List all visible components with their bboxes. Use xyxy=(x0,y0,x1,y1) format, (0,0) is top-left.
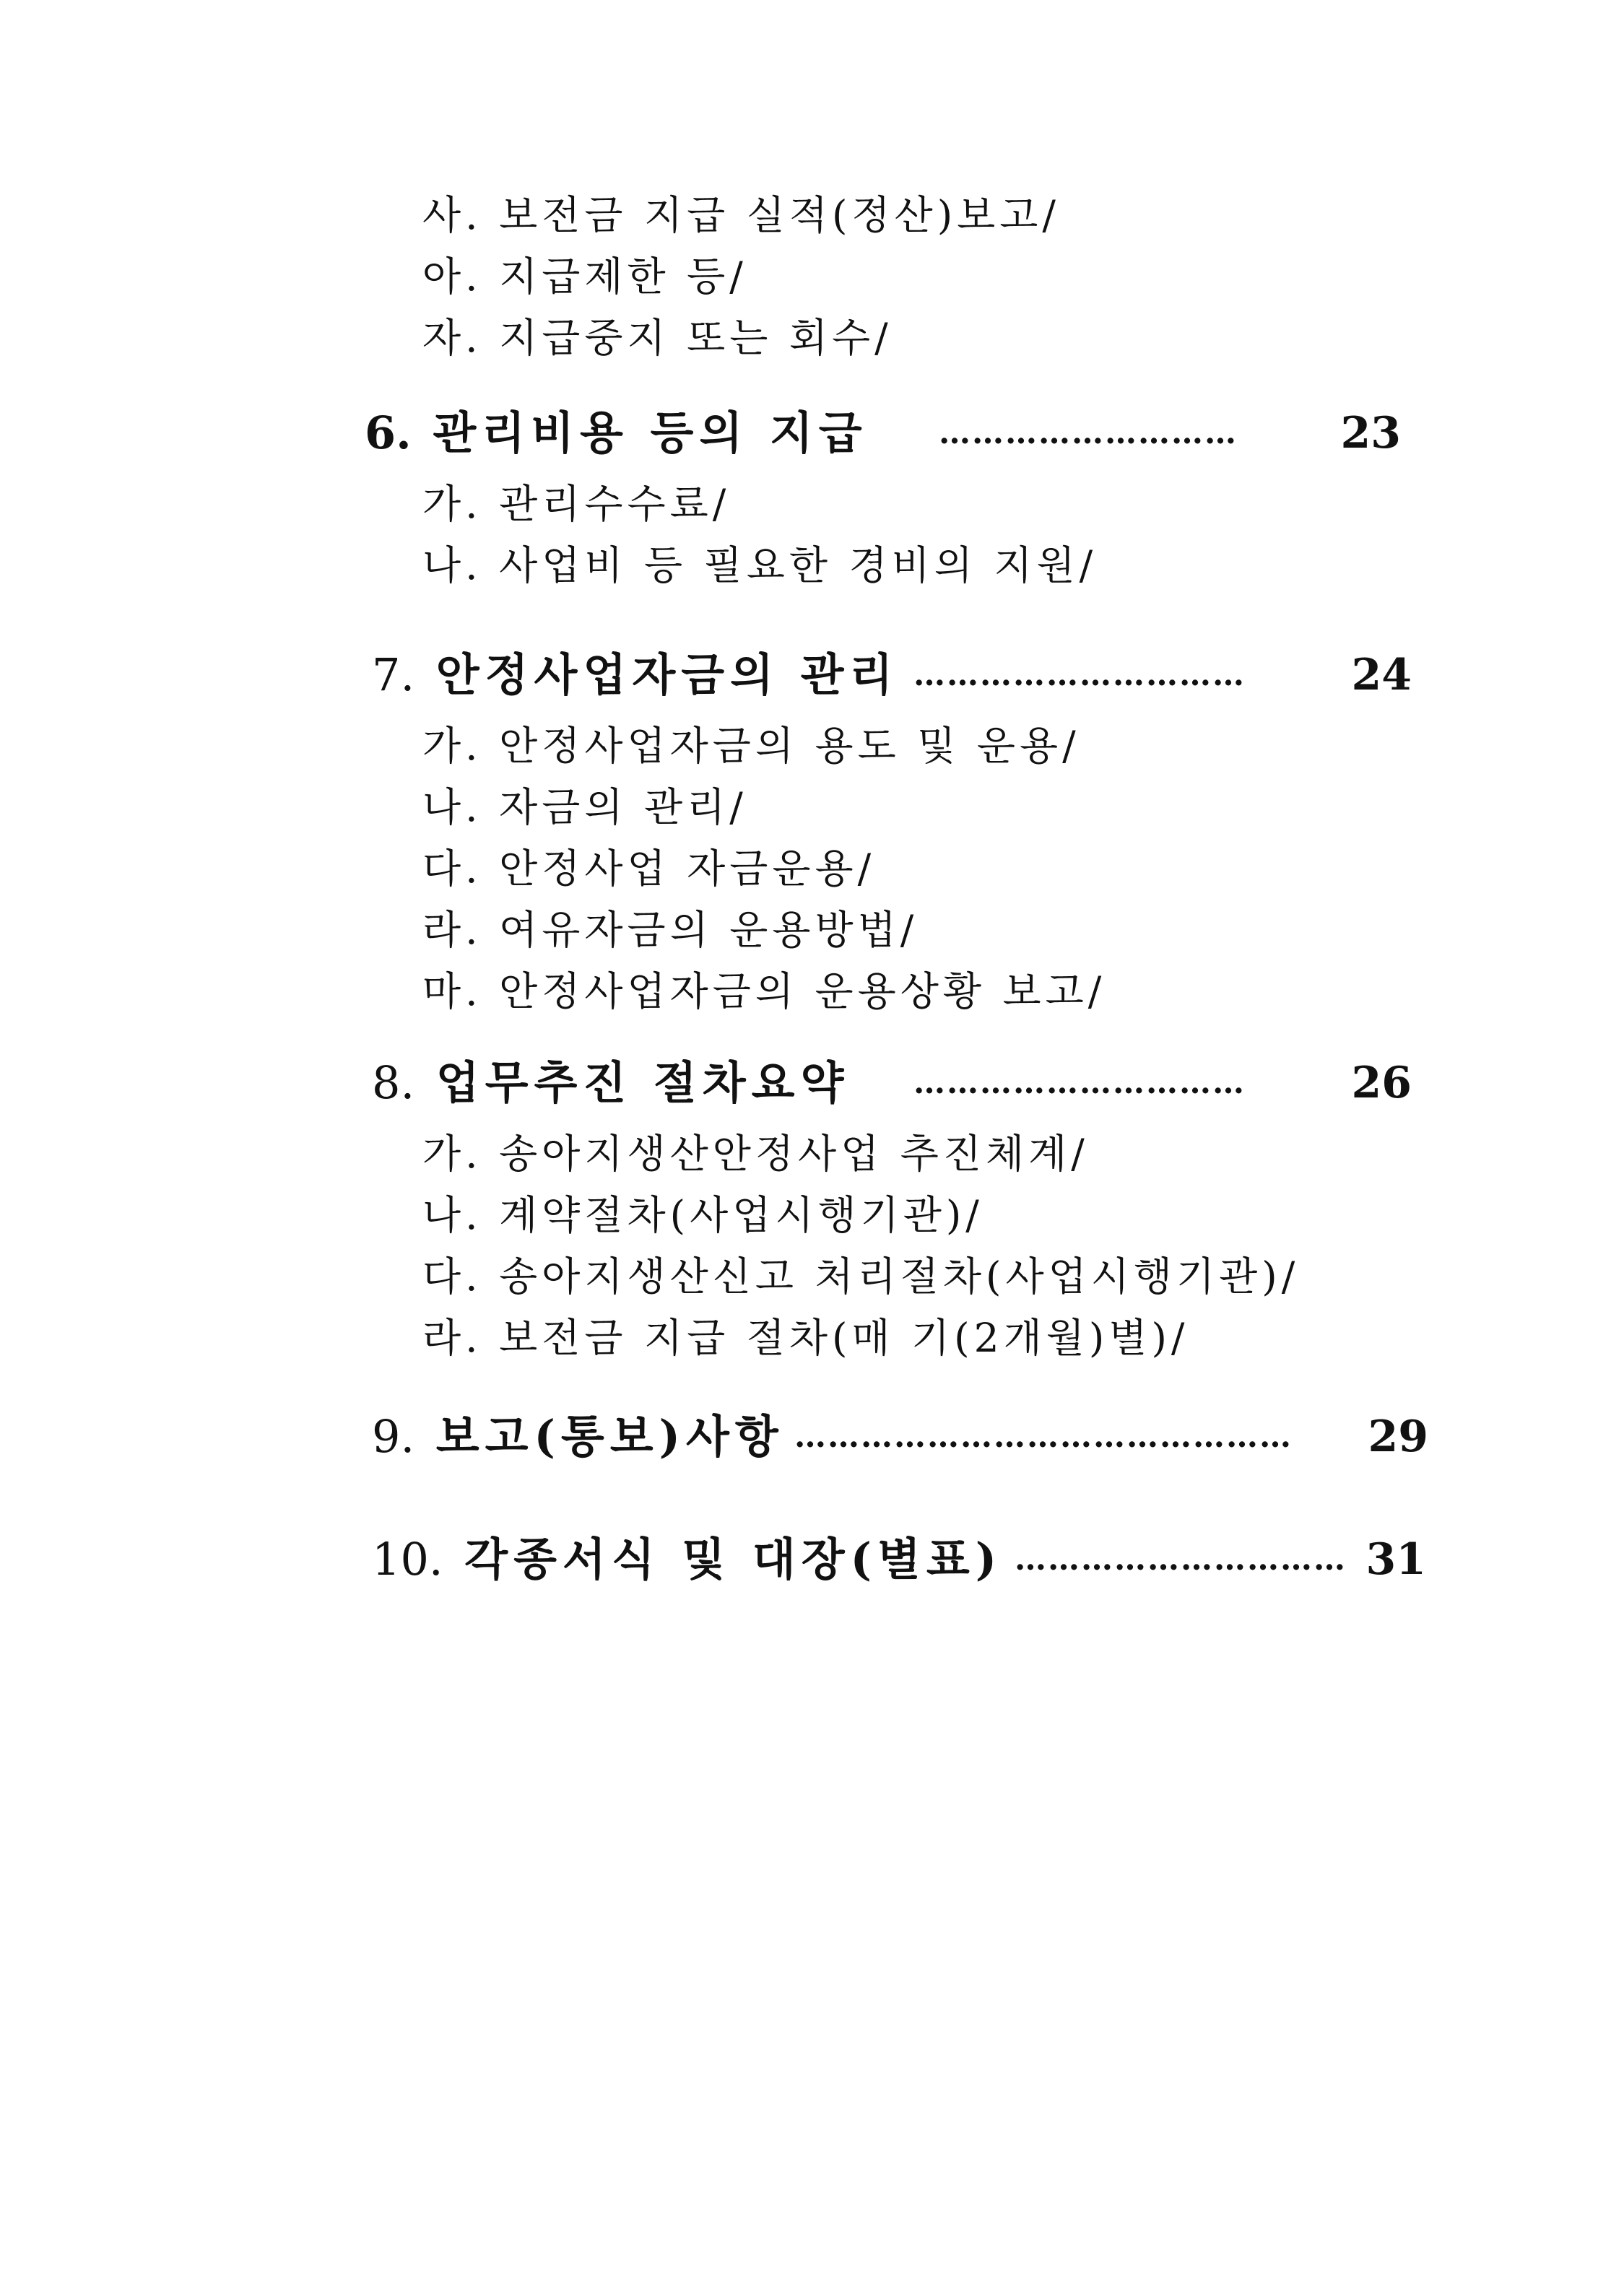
section-title: 각종서식 및 대장(별표) xyxy=(464,1533,1003,1586)
dot-leader: ………………………… xyxy=(913,1064,1246,1101)
toc-item[interactable]: 다. 송아지생산신고 처리절차(사업시행기관)/ xyxy=(422,1253,1300,1300)
toc-item[interactable]: 아. 지급제한 등/ xyxy=(422,253,747,300)
page-number[interactable]: 26 xyxy=(1351,1058,1412,1108)
section-title: 업무추진 절차요약 xyxy=(435,1056,850,1109)
toc-item[interactable]: 가. 안정사업자금의 용도 및 운용/ xyxy=(422,723,1080,769)
section-number: 8. xyxy=(372,1056,415,1109)
section-title: 관리비용 등의 지급 xyxy=(433,406,868,459)
section-number: 10. xyxy=(372,1533,443,1586)
toc-item[interactable]: 다. 안정사업 자금운용/ xyxy=(422,845,876,892)
section-number: 9. xyxy=(372,1410,415,1463)
toc-section-title[interactable] xyxy=(372,1408,784,1466)
section-number: 7. xyxy=(372,648,415,701)
toc-section-title[interactable] xyxy=(372,1531,1002,1588)
page-number[interactable]: 24 xyxy=(1351,650,1412,700)
dot-leader: ………………………… xyxy=(913,656,1246,693)
page-number[interactable]: 31 xyxy=(1365,1534,1426,1585)
toc-item[interactable]: 라. 여유자금의 운용방법/ xyxy=(422,907,919,953)
toc-item[interactable]: 마. 안정사업자금의 운용상황 보고/ xyxy=(422,968,1106,1014)
toc-item[interactable]: 나. 계약절차(사업시행기관)/ xyxy=(422,1192,983,1238)
toc-item[interactable]: 나. 사업비 등 필요한 경비의 지원/ xyxy=(422,542,1098,588)
toc-item[interactable]: 가. 관리수수료/ xyxy=(422,481,731,527)
toc-item[interactable]: 자. 지급중지 또는 회수/ xyxy=(422,315,893,361)
page-number[interactable]: 29 xyxy=(1368,1412,1428,1462)
toc-item[interactable]: 가. 송아지생산안정사업 추진체계/ xyxy=(422,1131,1089,1177)
page-number[interactable]: 23 xyxy=(1340,408,1401,458)
toc-item[interactable]: 사. 보전금 지급 실적(정산)보고/ xyxy=(422,192,1060,238)
dot-leader: ………………………… xyxy=(1015,1541,1347,1578)
section-title: 보고(통보)사항 xyxy=(435,1410,784,1463)
dot-leader: ……………………… xyxy=(939,414,1238,451)
dot-leader: ……………………………………… xyxy=(794,1418,1293,1455)
toc-section-title[interactable] xyxy=(372,1054,849,1112)
toc-item[interactable]: 나. 자금의 관리/ xyxy=(422,784,747,830)
toc-section-title[interactable] xyxy=(372,646,898,704)
toc-item[interactable]: 라. 보전금 지급 절차(매 기(2개월)별)/ xyxy=(422,1315,1189,1361)
section-number: 6. xyxy=(365,406,412,459)
section-title: 안정사업자금의 관리 xyxy=(435,648,899,701)
toc-section-title[interactable] xyxy=(365,404,868,462)
